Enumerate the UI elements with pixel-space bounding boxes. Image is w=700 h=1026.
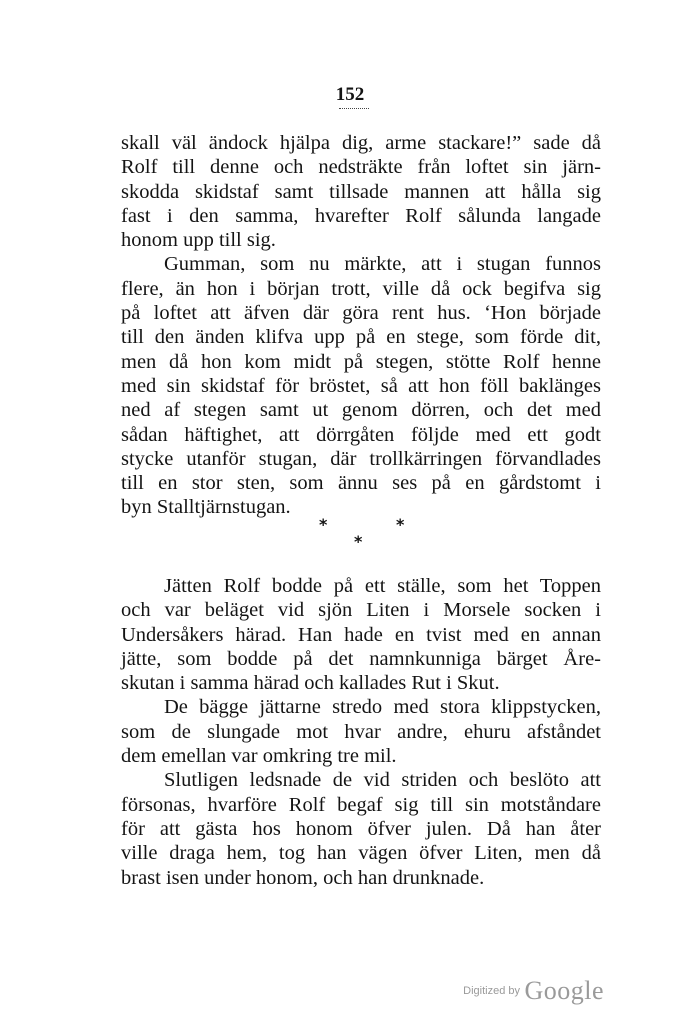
digitization-watermark: [463, 976, 604, 1006]
text-line: med sin skidstaf för bröstet, så att hon föll baklänges: [121, 374, 601, 397]
page-number-rule: [339, 108, 369, 110]
text-line: på loftet att äfven där göra rent hus. ‘Hon började: [121, 302, 601, 325]
paragraph-block-1: [121, 131, 601, 520]
text-line: sådan häftighet, att dörrgåten följde med ett godt: [121, 423, 601, 446]
separator-asterisk: *: [396, 515, 405, 534]
text-line: för att gästa hos honom öfver julen. Då han åter: [121, 817, 601, 840]
text-line: men då hon kom midt på stegen, stötte Rolf henne: [121, 350, 601, 373]
text-line: byn Stalltjärnstugan.: [121, 496, 291, 519]
text-line: brast isen under honom, och han drunknade.: [121, 866, 485, 889]
text-line: Undersåkers härad. Han hade en tvist med en annan: [121, 623, 601, 646]
text-line: Slutligen ledsnade de vid striden och beslöto att: [164, 769, 601, 792]
text-line: försonas, hvarföre Rolf begaf sig till sin motståndare: [121, 793, 601, 816]
text-line: jätte, som bodde på det namnkunniga bärget Åre-: [121, 647, 601, 670]
text-line: till den änden klifva upp på en stege, som förde dit,: [121, 326, 601, 349]
text-line: Jätten Rolf bodde på ett ställe, som het Toppen: [164, 575, 601, 597]
text-line: som de slungade mot hvar andre, ehuru afståndet: [121, 720, 601, 743]
text-line: ned af stegen samt ut genom dörren, och det med: [121, 399, 601, 422]
page-number: 152: [335, 84, 365, 105]
watermark-prefix: Digitized by: [463, 985, 520, 997]
separator-asterisk: *: [319, 515, 328, 534]
text-line: Rolf till denne och nedsträkte från loftet sin järn-: [121, 156, 601, 179]
text-line: och var beläget vid sjön Liten i Morsele socken i: [121, 599, 601, 622]
text-line: skall väl ändock hjälpa dig, arme stackare!” sade då: [121, 132, 601, 154]
text-line: flere, än hon i början trott, ville då ock begifva sig: [121, 277, 601, 300]
text-line: fast i den samma, hvarefter Rolf sålunda langade: [121, 204, 601, 227]
text-line: skutan i samma härad och kallades Rut i Skut.: [121, 672, 500, 695]
text-line: till en stor sten, som ännu ses på en gårdstomt i: [121, 472, 601, 495]
text-line: ville draga hem, tog han vägen öfver Liten, men då: [121, 842, 601, 865]
text-line: De bägge jättarne stredo med stora klippstycken,: [164, 696, 601, 719]
google-logo: Google: [524, 976, 604, 1005]
text-line: skodda skidstaf samt tillsade mannen att hålla sig: [121, 180, 601, 203]
text-line: Gumman, som nu märkte, att i stugan funnos: [164, 253, 601, 276]
separator-asterisk: *: [354, 532, 363, 551]
text-line: dem emellan var omkring tre mil.: [121, 745, 397, 768]
text-line: stycke utanför stugan, där trollkärringen förvandlades: [121, 447, 601, 470]
text-line: honom upp till sig.: [121, 229, 276, 252]
paragraph-block-2: [121, 574, 601, 890]
